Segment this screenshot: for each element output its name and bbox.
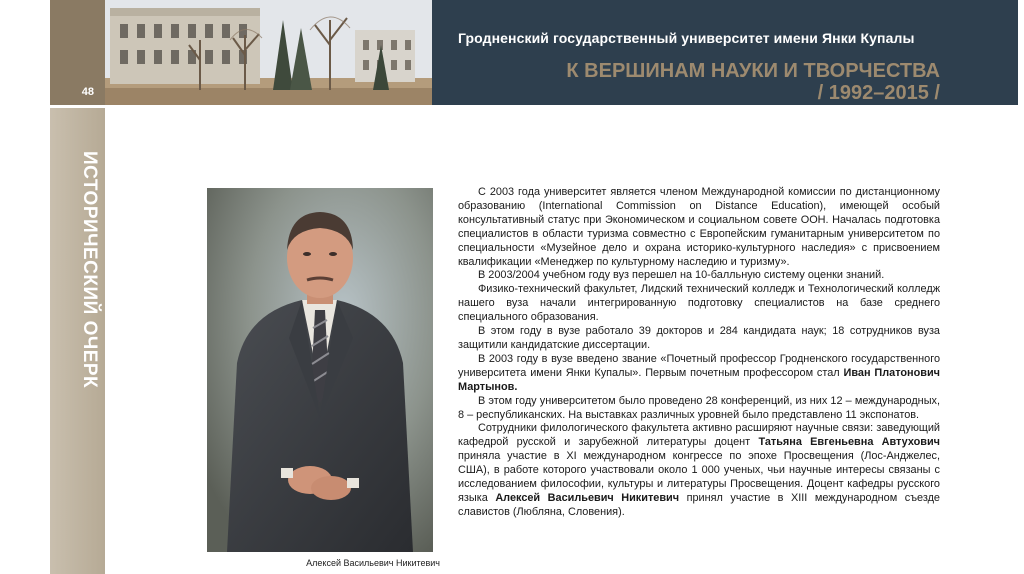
photo-caption: Алексей Васильевич Никитевич	[306, 558, 440, 568]
university-name: Гродненский государственный университет имени Янки Купалы	[458, 30, 915, 46]
book-years: / 1992–2015 /	[817, 82, 940, 104]
highlighted-name: Татьяна Евгеньевна Автухович	[758, 436, 940, 449]
section-title: ИСТОРИЧЕСКИЙ ОЧЕРК	[79, 151, 100, 389]
portrait-photo	[207, 188, 433, 552]
paragraph-text: В 2003 году в вузе введено звание «Почетный профессор Гродненского государственного университета имени Янки Купалы». Первым почетным профессором стал	[458, 352, 940, 379]
campus-header-photo	[105, 0, 432, 105]
campus-illustration	[105, 0, 432, 105]
paragraph: В этом году в вузе работало 39 докторов и 284 кандидата наук; 18 сотрудников вуза защитили кандидатские диссертации.	[458, 325, 940, 351]
article-body	[458, 186, 940, 520]
paragraph-text: Сотрудники филологического факультета активно расширяют научные связи: заведующий кафедрой русской и зарубежной литературы доцент	[458, 422, 940, 449]
highlighted-name: Иван Платонович Мартынов.	[458, 366, 940, 393]
paragraph-text: приняла участие в XI международном конгрессе по эпохе Просвещения (Лос-Анджелес, США), в работе которого участвовали около 1 000 ученых, чьи научные интересы связаны с исследованием философии, культуры и литературы Просвещения. Доцент кафедры русского языка	[458, 450, 940, 504]
paragraph: В 2003/2004 учебном году вуз перешел на 10-балльную систему оценки знаний.	[478, 269, 885, 282]
paragraph: С 2003 года университет является членом Международной комиссии по дистанционному образованию (International Commission on Distance Education), имеющей особый консультативный статус при Экономическом и социальном совете ООН. Началась подготовка специалистов в области туризма совместно с Европейским гуманитарным университетом по специальности «Музейное дело и охрана историко-культурного наследия» с присвоением квалификации «Менеджер по культурному наследию и туризму».	[458, 186, 940, 268]
portrait-illustration	[207, 188, 433, 552]
paragraph-text: принял участие в XIII международном съезде славистов (Любляна, Словения).	[458, 491, 940, 518]
paragraph: Физико-технический факультет, Лидский технический колледж и Технологический колледж нашего вуза начали интегрированную подготовку специалистов на базе среднего специального образования.	[458, 283, 940, 324]
paragraph	[458, 422, 940, 519]
page-number: 48	[81, 86, 94, 98]
paragraph: В этом году университетом было проведено 28 конференций, из них 12 – международных, 8 – республиканских. На выставках различных уровней было представлено 11 экспонатов.	[458, 394, 940, 421]
highlighted-name: Алексей Васильевич Никитевич	[495, 491, 680, 504]
book-title: К ВЕРШИНАМ НАУКИ И ТВОРЧЕСТВА	[566, 60, 940, 82]
paragraph	[458, 353, 940, 395]
